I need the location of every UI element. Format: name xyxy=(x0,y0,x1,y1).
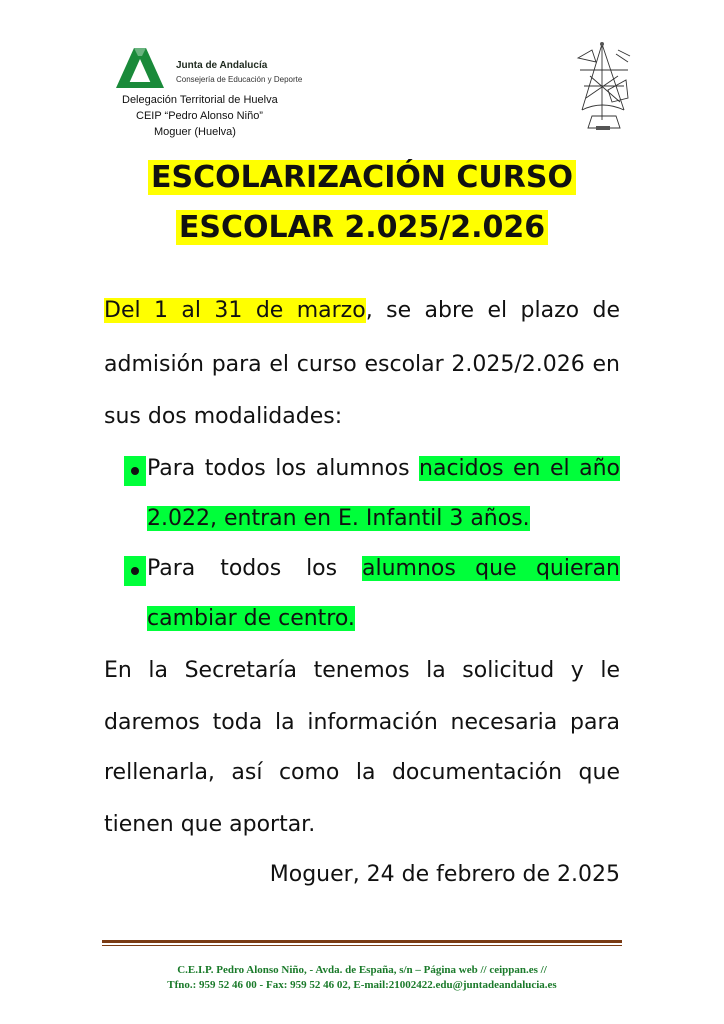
closing-line-3: rellenarla, así como la documentación que xyxy=(104,760,620,785)
footer-rule-thin xyxy=(102,945,622,946)
signature-date: Moguer, 24 de febrero de 2.025 xyxy=(269,862,620,887)
admission-dates: Del 1 al 31 de marzo xyxy=(104,298,366,323)
school-emblem-drawing xyxy=(572,40,634,136)
junta-andalucia-logo xyxy=(112,44,168,90)
junta-name: Junta de Andalucía xyxy=(176,60,268,71)
title-text-2: ESCOLAR 2.025/2.026 xyxy=(176,210,548,245)
bullet-2-word-3: los xyxy=(306,556,338,581)
title-line-1 xyxy=(0,160,724,195)
bullet-2-highlight-2: cambiar de centro. xyxy=(147,606,355,631)
title-line-2 xyxy=(0,210,724,245)
intro-line-1-rest: , se abre el plazo de xyxy=(365,298,621,323)
bullet-1-line-2 xyxy=(147,506,530,531)
bullet-1-highlight-2: 2.022, entran en E. Infantil 3 años. xyxy=(147,506,530,531)
bullet-marker-2 xyxy=(124,556,146,586)
school-location: Moguer (Huelva) xyxy=(154,126,236,138)
footer-rule xyxy=(102,940,622,943)
bullet-2-word-2: todos xyxy=(220,556,282,581)
intro-line-2: admisión para el curso escolar 2.025/2.026 en xyxy=(104,352,620,377)
consejeria-name: Consejería de Educación y Deporte xyxy=(176,75,303,84)
bullet-2-line-2 xyxy=(147,606,355,631)
bullet-2-word-1: Para xyxy=(147,556,196,581)
bullet-2-highlight-1: alumnos que quieran xyxy=(362,556,620,581)
delegacion-line: Delegación Territorial de Huelva xyxy=(122,94,278,106)
footer-contact-line: Tfno.: 959 52 46 00 - Fax: 959 52 46 02, E-mail:21002422.edu@juntadeandalucia.es xyxy=(167,979,557,991)
footer-address-line: C.E.I.P. Pedro Alonso Niño, - Avda. de España, s/n – Página web // ceippan.es // xyxy=(177,964,547,976)
title-text-1: ESCOLARIZACIÓN CURSO xyxy=(148,160,576,195)
intro-line-1 xyxy=(104,298,620,323)
bullet-marker-1 xyxy=(124,456,146,486)
bullet-1-line-1 xyxy=(147,456,620,481)
school-name: CEIP “Pedro Alonso Niño” xyxy=(136,110,263,122)
closing-line-4: tienen que aportar. xyxy=(104,812,316,837)
closing-line-1: En la Secretaría tenemos la solicitud y le xyxy=(104,658,620,683)
bullet-1-highlight-1: nacidos en el año xyxy=(419,456,620,481)
closing-line-2: daremos toda la información necesaria para xyxy=(104,710,620,735)
bullet-2-line-1 xyxy=(147,556,620,581)
bullet-1-plain: Para todos los alumnos xyxy=(147,456,420,481)
intro-line-3: sus dos modalidades: xyxy=(104,404,343,429)
